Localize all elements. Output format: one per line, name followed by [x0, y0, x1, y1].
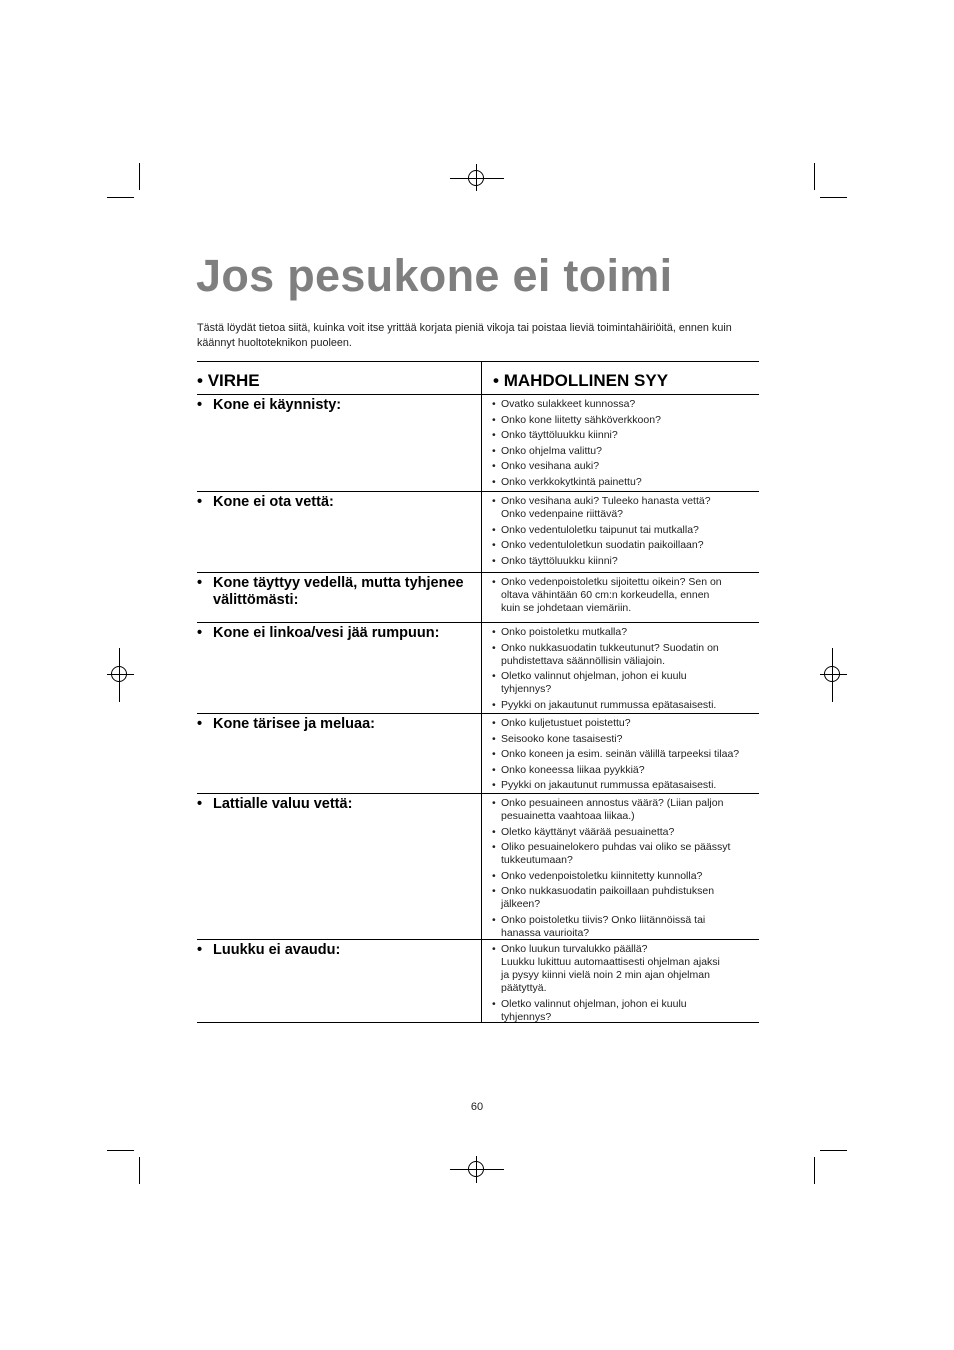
cause-text: Oletko valinnut ohjelman, johon ei kuulu tyhjennys? [501, 997, 687, 1023]
fault-bullet: • [197, 397, 203, 413]
cause-text: Onko luukun turvalukko päällä? Luukku lukittuu automaattisesti ohjelman ajaksi ja pysyy kiinni vielä noin 2 min ajan ohjelman päätyttyä. [501, 943, 720, 994]
crop-mark [814, 163, 815, 190]
cause-text: Onko kuljetustuet poistettu? [501, 717, 631, 729]
fault-label: Luukku ei avaudu: [213, 942, 341, 958]
fault-label: Kone ei linkoa/vesi jää rumpuun: [213, 625, 440, 641]
header-cause-label: MAHDOLLINEN SYY [503, 371, 669, 390]
cause-text: Onko vedentuloletkun suodatin paikoillaan? [501, 539, 704, 552]
intro-text: Tästä löydät tietoa siitä, kuinka voit itse yrittää korjata pieniä vikoja tai poistaa lieviä toimintahäiriöitä, ennen kuin käännyt huoltoteknikon puoleen. [197, 322, 732, 349]
table-row [197, 714, 759, 794]
cause-bullet: • [492, 576, 496, 588]
table-row [197, 492, 759, 573]
cause-item [492, 717, 759, 730]
crop-mark [107, 197, 134, 198]
cause-item [492, 670, 759, 696]
cause-item [492, 943, 759, 995]
cause-text: Onko verkkokytkintä painettu? [501, 475, 642, 488]
cause-cell [482, 395, 759, 491]
cause-bullet: • [492, 641, 496, 654]
fault-bullet: • [197, 942, 203, 958]
cause-text: Onko vesihana auki? Tuleeko hanasta vettä? Onko vedenpaine riittävä? [501, 495, 711, 520]
cause-bullet: • [492, 698, 496, 711]
cause-cell [482, 573, 759, 622]
cause-bullet: • [492, 732, 496, 745]
cause-bullet: • [492, 444, 496, 457]
fault-cell [197, 395, 482, 491]
cause-bullet: • [492, 554, 496, 567]
cause-item [492, 779, 759, 792]
cause-item [492, 870, 759, 883]
cause-text: Onko vesihana auki? [501, 460, 600, 473]
cause-text: Onko kone liitetty sähköverkkoon? [501, 413, 661, 426]
cause-bullet: • [492, 460, 496, 473]
table-body [197, 395, 759, 1023]
fault-bullet: • [197, 716, 203, 732]
cause-text: Oletko valinnut ohjelman, johon ei kuulu tyhjennys? [501, 670, 687, 696]
table-row [197, 794, 759, 940]
cause-bullet: • [492, 869, 496, 882]
cause-text: Onko vedenpoistoletku kiinnitetty kunnolla? [501, 869, 703, 882]
cause-item [492, 885, 759, 911]
cause-item [492, 826, 759, 839]
crop-mark [107, 1150, 134, 1151]
cause-item [492, 764, 759, 777]
fault-cell [197, 623, 482, 713]
cause-cell [482, 623, 759, 713]
cause-bullet: • [492, 717, 496, 729]
cause-bullet: • [492, 943, 496, 955]
header-bullet: • [197, 371, 203, 390]
table-row [197, 573, 759, 623]
fault-cell [197, 794, 482, 939]
cause-text: Seisooko kone tasaisesti? [501, 732, 623, 745]
cause-item [492, 576, 759, 615]
table-row [197, 395, 759, 492]
cause-bullet: • [492, 670, 496, 683]
cause-item [492, 733, 759, 746]
header-fault-label: VIRHE [207, 371, 260, 390]
cause-bullet: • [492, 429, 496, 442]
table-row [197, 623, 759, 714]
crop-mark [820, 1150, 847, 1151]
cause-bullet: • [492, 997, 496, 1010]
crop-mark [139, 1157, 140, 1184]
cause-bullet: • [492, 763, 496, 776]
header-bullet: • [493, 371, 499, 390]
cause-text: Oletko käyttänyt väärää pesuainetta? [501, 825, 675, 838]
cause-item [492, 495, 759, 521]
troubleshooting-table [197, 361, 759, 1023]
crop-mark [139, 163, 140, 190]
header-fault [197, 362, 482, 394]
table-row [197, 940, 759, 1023]
cause-item [492, 626, 759, 639]
cause-bullet: • [492, 841, 496, 854]
cause-text: Pyykki on jakautunut rummussa epätasaisesti. [501, 698, 717, 711]
cause-text: Onko koneessa liikaa pyykkiä? [501, 763, 645, 776]
table-header [197, 361, 759, 395]
cause-cell [482, 940, 759, 1022]
cause-cell [482, 794, 759, 939]
fault-cell [197, 573, 482, 622]
fault-cell [197, 492, 482, 572]
cause-item [492, 998, 759, 1024]
cause-item [492, 914, 759, 940]
cause-bullet: • [492, 748, 496, 761]
cause-item [492, 797, 759, 823]
fault-bullet: • [197, 796, 203, 812]
cause-bullet: • [492, 475, 496, 488]
cause-text: Onko poistoletku tiivis? Onko liitännöissä tai hanassa vaurioita? [501, 913, 706, 939]
cause-text: Onko vedentuloletku taipunut tai mutkalla? [501, 523, 699, 536]
cause-bullet: • [492, 797, 496, 809]
page-number: 60 [470, 1101, 484, 1113]
header-cause [482, 362, 668, 394]
cause-item [492, 398, 759, 411]
cause-bullet: • [492, 398, 496, 410]
cause-item [492, 460, 759, 473]
cause-text: Oliko pesuainelokero puhdas vai oliko se päässyt tukkeutumaan? [501, 841, 731, 867]
cause-bullet: • [492, 885, 496, 898]
fault-label: Kone tärisee ja meluaa: [213, 716, 375, 732]
cause-item [492, 414, 759, 427]
cause-text: Onko täyttöluukku kiinni? [501, 429, 618, 442]
cause-text: Onko koneen ja esim. seinän välillä tarpeeksi tilaa? [501, 748, 740, 761]
cause-text: Onko nukkasuodatin paikoillaan puhdistuksen jälkeen? [501, 885, 715, 911]
cause-text: Onko pesuaineen annostus väärä? (Liian paljon pesuainetta vaahtoaa liikaa.) [501, 797, 724, 822]
cause-text: Onko nukkasuodatin tukkeutunut? Suodatin on puhdistettava säännöllisin väliajoin. [501, 641, 719, 667]
cause-item [492, 699, 759, 712]
fault-label: Kone ei käynnisty: [213, 397, 342, 413]
cause-item [492, 748, 759, 761]
fault-cell [197, 940, 482, 1022]
cause-text: Onko poistoletku mutkalla? [501, 626, 628, 638]
cause-bullet: • [492, 523, 496, 536]
fault-bullet: • [197, 575, 203, 591]
fault-label: Kone ei ota vettä: [213, 494, 334, 510]
cause-item [492, 524, 759, 537]
cause-text: Onko vedenpoistoletku sijoitettu oikein? Sen on oltava vähintään 60 cm:n korkeudella, ennen kuin se johdetaan viemäriin. [501, 576, 722, 614]
cause-item [492, 539, 759, 552]
crop-mark [820, 197, 847, 198]
cause-text: Pyykki on jakautunut rummussa epätasaisesti. [501, 779, 717, 792]
cause-item [492, 445, 759, 458]
cause-bullet: • [492, 495, 496, 507]
cause-text: Onko täyttöluukku kiinni? [501, 554, 618, 567]
fault-bullet: • [197, 494, 203, 510]
cause-bullet: • [492, 913, 496, 926]
fault-cell [197, 714, 482, 793]
fault-label: Kone täyttyy vedellä, mutta tyhjenee välittömästi: [213, 575, 464, 608]
cause-text: Onko ohjelma valittu? [501, 444, 602, 457]
crop-mark [814, 1157, 815, 1184]
cause-item [492, 476, 759, 489]
cause-item [492, 555, 759, 568]
cause-item [492, 642, 759, 668]
cause-bullet: • [492, 413, 496, 426]
cause-bullet: • [492, 626, 496, 638]
cause-cell [482, 492, 759, 572]
cause-item [492, 429, 759, 442]
cause-text: Ovatko sulakkeet kunnossa? [501, 398, 636, 410]
cause-bullet: • [492, 539, 496, 552]
fault-label: Lattialle valuu vettä: [213, 796, 353, 812]
cause-item [492, 841, 759, 867]
cause-bullet: • [492, 779, 496, 792]
cause-cell [482, 714, 759, 793]
page-title: Jos pesukone ei toimi [196, 250, 673, 301]
cause-bullet: • [492, 825, 496, 838]
fault-bullet: • [197, 625, 203, 641]
